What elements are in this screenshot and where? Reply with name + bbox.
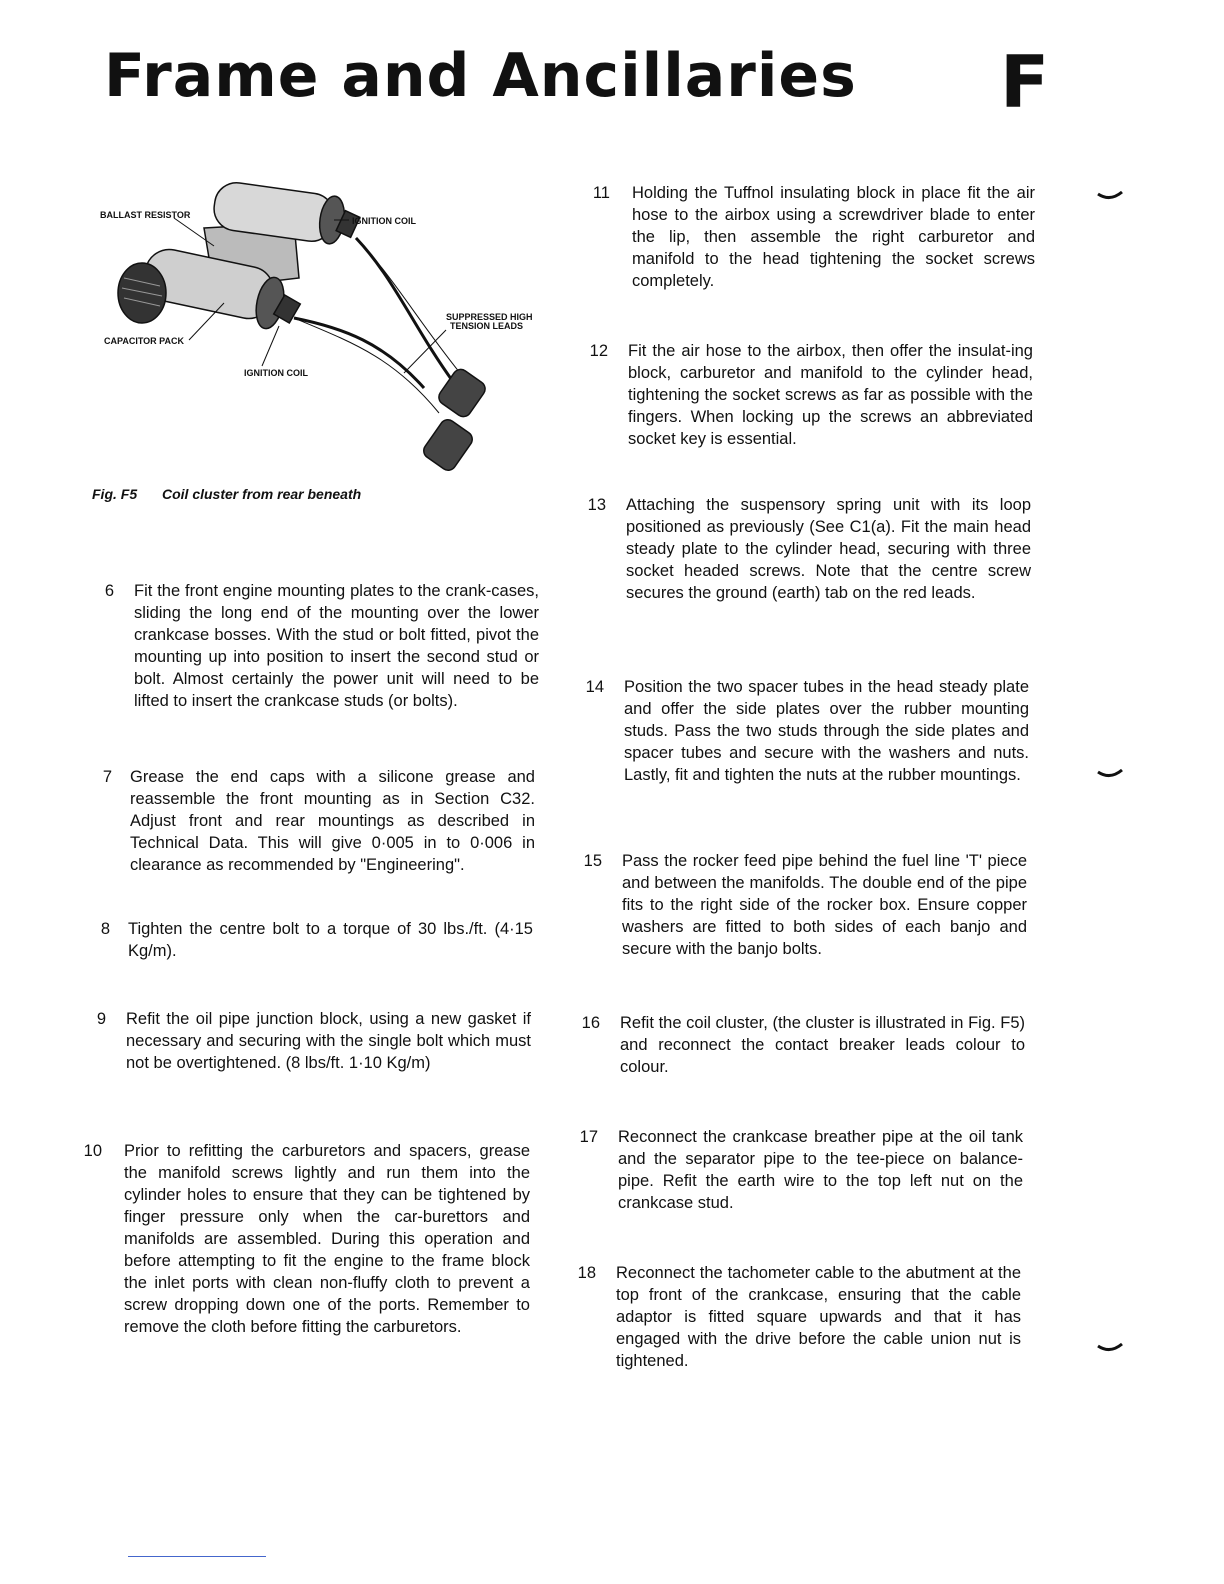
- figure-caption-text: Coil cluster from rear beneath: [162, 486, 362, 502]
- step-text: Reconnect the crankcase breather pipe at the oil tank and the separator pipe to the tee-piece on balance-pipe. Refit the earth wire to the top left nut on the crankcase stud.: [618, 1128, 1023, 1212]
- step-11: [580, 182, 1040, 302]
- step-12: [578, 340, 1038, 460]
- step-17: [568, 1126, 1028, 1226]
- step-text: Attaching the suspensory spring unit with its loop positioned as previously (See C1(a). Fit the main head steady plate to the cylinder head, securing with three socket headed screws. Note that the centre screw secures the ground (earth) tab on the red leads.: [626, 496, 1031, 602]
- step-text: Reconnect the tachometer cable to the abutment at the top front of the crankcase, ensuring that the cable adaptor is fitted square upwards and that it has engaged with the drive before the cable union nut is tightened.: [616, 1264, 1021, 1370]
- label-ignition-coil-top: IGNITION COIL: [352, 216, 416, 226]
- coil-illustration: [118, 180, 488, 473]
- step-number: 8: [100, 920, 110, 938]
- step-number: 18: [577, 1264, 596, 1282]
- step-number: 15: [583, 852, 602, 870]
- label-suppressed-line1: SUPPRESSED HIGH: [446, 312, 533, 322]
- coil-cluster-figure: [94, 168, 554, 488]
- step-text: Position the two spacer tubes in the head steady plate and offer the side plates over the rubber mounting studs. Pass the two studs through the side plates and spacer tubes and secure with the washers and nuts. Lastly, fit and tighten the nuts at the rubber mountings.: [624, 678, 1029, 784]
- step-10: [72, 1140, 534, 1370]
- margin-tick-1: [1096, 190, 1124, 204]
- step-text: Holding the Tuffnol insulating block in place fit the air hose to the airbox using a screwdriver blade to enter the lip, then assemble the right carburetor and manifold to the head tightening the socket screws completely.: [632, 184, 1035, 290]
- step-16: [570, 1012, 1030, 1082]
- footer-rule: [128, 1556, 266, 1557]
- step-14: [574, 676, 1034, 816]
- step-13: [576, 494, 1036, 634]
- label-capacitor-pack: CAPACITOR PACK: [104, 336, 185, 346]
- step-number: 9: [96, 1010, 106, 1028]
- figure-number: Fig. F5: [92, 486, 138, 502]
- step-18: [566, 1262, 1026, 1382]
- margin-tick-2: [1096, 768, 1124, 782]
- figure-caption: [92, 486, 361, 502]
- step-text: Tighten the centre bolt to a torque of 30 lbs./ft. (4·15 Kg/m).: [128, 920, 533, 960]
- step-number: 16: [581, 1014, 600, 1032]
- step-number: 10: [83, 1142, 102, 1160]
- margin-tick-3: [1096, 1342, 1124, 1356]
- step-text: Refit the oil pipe junction block, using a new gasket if necessary and securing with the single bolt which must not be overtightened. (8 lbs/ft. 1·10 Kg/m): [126, 1010, 531, 1072]
- step-number: 17: [579, 1128, 598, 1146]
- step-9: [76, 1008, 536, 1098]
- page-title: Frame and Ancillaries: [104, 41, 857, 111]
- label-suppressed-line2: TENSION LEADS: [450, 321, 524, 331]
- step-8: [80, 918, 540, 968]
- step-6: [84, 580, 544, 740]
- step-number: 11: [592, 184, 610, 202]
- step-7: [82, 766, 542, 886]
- step-text: Grease the end caps with a silicone grease and reassemble the front mounting as in Section C32. Adjust front and rear mountings as described in Technical Data. This will give 0·005 in to 0·006 in clearance as recommended by "Engineering".: [130, 768, 535, 874]
- step-text: Pass the rocker feed pipe behind the fuel line 'T' piece and between the manifolds. The double end of the pipe fits to the right side of the rocker box. Ensure copper washers are fitted to both sides of each banjo and secure with the banjo bolts.: [622, 852, 1027, 958]
- step-number: 7: [102, 768, 112, 786]
- section-letter: F: [1000, 40, 1050, 124]
- step-text: Refit the coil cluster, (the cluster is illustrated in Fig. F5) and reconnect the contact breaker leads colour to colour.: [620, 1014, 1025, 1076]
- step-text: Fit the front engine mounting plates to the crank-cases, sliding the long end of the mounting over the lower crankcase bosses. With the stud or bolt fitted, pivot the mounting up into position to insert the second stud or bolt. Almost certainly the power unit will need to be lifted to insert the crankcase studs (or bolts).: [134, 582, 539, 710]
- step-text: Fit the air hose to the airbox, then offer the insulat-ing block, carburetor and manifold to the cylinder head, tightening the socket screws as far as possible with the fingers. When locking up the screws an abbreviated socket key is essential.: [628, 342, 1033, 448]
- step-number: 13: [587, 496, 606, 514]
- step-number: 14: [585, 678, 604, 696]
- step-number: 6: [104, 582, 114, 600]
- step-number: 12: [589, 342, 608, 360]
- step-15: [572, 850, 1032, 970]
- step-text: Prior to refitting the carburetors and spacers, grease the manifold screws lightly and run them into the cylinder holes to ensure that they can be tightened by finger pressure only when the car-burettors and manifolds are assembled. During this operation and before attempting to fit the engine to the frame block the inlet ports with clean non-fluffy cloth to prevent a screw dropping down one of the ports. Remember to remove the cloth before fitting the carburetors.: [124, 1142, 530, 1336]
- label-ignition-coil-bottom: IGNITION COIL: [244, 368, 308, 378]
- label-ballast-resistor: BALLAST RESISTOR: [100, 210, 191, 220]
